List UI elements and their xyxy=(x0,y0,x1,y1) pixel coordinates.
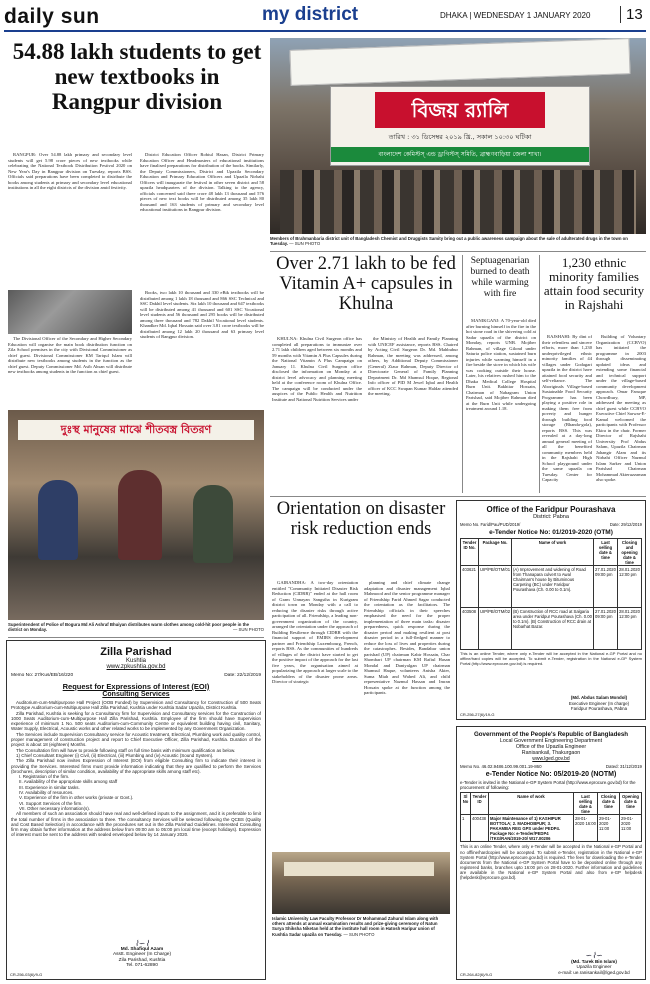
rally-top-banner xyxy=(289,38,630,86)
rally-banner xyxy=(330,86,590,166)
zila-signer-title: Asstt. Engineer (In Charge) xyxy=(112,952,172,958)
zila-place: Kushtia xyxy=(125,658,146,664)
faridpur-signer: (Md. Abdus Salam Mondol) xyxy=(570,695,628,701)
lged-code: CR-264-82(6)/9-G xyxy=(460,972,493,977)
clothes-caption: Superintendent of Police of Bogura Md Ali Ashraf Bhuiyan distributes warm clothes among cold-hit poor people in the district on Monday. — SUN PHOTO xyxy=(8,622,264,633)
divider xyxy=(270,251,646,252)
table-cell: 28.01.2020 12:00 pm xyxy=(618,566,642,608)
faridpur-signer-office: Faridpur Pourashava, Pabna xyxy=(570,705,628,711)
ad-zilla-parishad xyxy=(6,640,266,980)
islamic-photo xyxy=(272,852,450,914)
rally-banner-org: বাংলাদেশ কেমিস্টস্ এন্ড ড্রাগিস্টস্ সমিতি, ব্রাহ্মণবাড়িয়া জেলা শাখা। xyxy=(331,147,589,162)
table-header: Tender ID xyxy=(471,793,489,815)
page-number: 13 xyxy=(620,6,643,23)
table-header: Name of work xyxy=(489,793,574,815)
table-cell: 29-01-2020 11:00 xyxy=(620,815,642,842)
table-cell: (B) Construction of RCC road at Salgaria area under Faridpur Pourashava (Ch. 0.00 to 0.1m). (B) Construction of RCC drain at Nobarhat Bazar. xyxy=(512,608,594,650)
lead-col-1: RANGPUR: Over 54.88 lakh primary and secondary level students will get 5.98 crore pieces of new textbooks while celebrating the National Textbook Distribution Festival 2020 on New Year's Day in Rangpur division on Tuesday, reports BSS. Officials said preparations have been completed to distribute the books among students at primary and secondary level educational institutions in all the eight districts of the division amid festivity. xyxy=(8,152,132,190)
zila-criterion: III. Experience in similar tasks. xyxy=(19,784,80,790)
figure-shape xyxy=(193,485,233,563)
table-cell: 29-01-2020 11:00 xyxy=(598,815,620,842)
zila-signature xyxy=(97,941,187,969)
faridpur-signer-title: Executive Engineer (In charge) xyxy=(568,700,630,706)
zila-body: The Services include Supervision Consultancy service for Acoustic treatment, Electrical, Plumbing work and quality control, proper management of construction project and report to Chief Executive Officer, Zilla Parishad, Kushtia. Duration of the project is about 18 (eighteen) Months. xyxy=(11,731,261,748)
lged-line2: Office of the Upazila Engineer xyxy=(515,744,587,750)
table-cell: 27.01.2020 09:00 pm xyxy=(594,608,618,650)
table-cell: 403621 xyxy=(461,566,479,608)
table-cell: UIP/PB/OTM/01 xyxy=(479,566,512,608)
vitamin-col-2: the Ministry of Health and Family Planning with UNICEF assistance, reports BSS. Chaired by Acting Civil Surgeon Dr. Md. Mahbubur Rahman, the meeting was addressed, among others, by Additional Deputy Commissioner (General) Ziaur Rahman, Deputy Director of Directorate General of Family Planning Department Dr. Md Shamsul Hoque, Regional Info officer of PID M Jewel Iqbal and Health officer of KCC Swapan Kumar Haldar attended the meeting. xyxy=(368,336,458,396)
islamic-caption: Islamic University Law Faculty Professor Dr Mohammad Zahurul Islam along with others attends at annual examination results and prize-giving ceremony of Natun Surya Shiksha Niketan held at the institute hall room in Hatosh Haripur union of Kushtia Sadar upazila on Tuesday. — SUN PHOTO xyxy=(272,916,439,937)
faridpur-sub: District: Pabna xyxy=(533,514,569,520)
septuagenarian-headline: Septuagenarian burned to death while warming with fire xyxy=(470,256,530,299)
rally-banner-date: তারিখ : ৩১ ডিসেম্বর ২০১৯ খ্রি., সকাল ১০:৩০ ঘটিকা xyxy=(388,133,532,141)
zila-criterion: V. Experience of the firm in other works (private or Govt.). xyxy=(19,795,134,801)
lged-date: Dated: 31/12/2019 xyxy=(605,764,642,769)
ethnic-col-2: Building of Voluntary Organization (CCBVO) has initiated the programme in 2003 through disseminating updated ideas and extending some financial and technical support under the village-based community development approach. Omar Faruque Chowdhury, MP, addressed the meeting as chief guest while CCBVO Executive Chief Sarwar-E-Kamal welcomed the participants with Professor Ekira in the chair. Former Director of Rajshahi University Prof Abdus Salam, Upazila Chairman Jahangir Alam and its Nirbahi Officer Nazmul Islam Sarker and Union Parishad Chairman Mohammad Akteruzzaman also spoke. xyxy=(596,334,646,482)
zila-criterion: VI. Support Services of the firm. xyxy=(19,800,83,806)
figure-shape xyxy=(118,470,162,560)
lged-table xyxy=(460,792,642,842)
lged-signer-email: e-mail: ue.ranisankail@lged.gov.bd xyxy=(558,969,630,975)
table-cell: (A) Improvement and widening of Road from Thanapara culvert to Awal Chairman's house by Bituminous Carpeting (BC) under Faridpur Pourashava (Ch. 0.00 to 0.1m). xyxy=(512,566,594,608)
divider xyxy=(539,255,540,493)
zila-body: The Zilla Parishad now invites Expression of Interest (EOI) from eligible Consulting firm to indicate their interest in providing the Services. Interested firms must provide information indicating that they are qualified to perform the Services (brochures, description of similar condition, availability of the appropriate skills among staff etc). xyxy=(11,758,261,774)
divider xyxy=(462,255,463,493)
zila-signer: Md. Shafiqul Azam xyxy=(120,946,164,952)
zila-signer-office: Zila Parishad, Kushtia xyxy=(118,957,166,963)
rally-caption: Members of Brahmanbaria district unit of Bangladesh Chemist and Druggists Samity bring out a public awareness campaign about the sale of adulterated drugs in the town on Tuesday. — SUN PHOTO xyxy=(270,236,628,247)
ad-faridpur xyxy=(456,500,646,720)
lead-col-3: The Divisional Officer of the Secondary and Higher Secondary Education will organise the main book distribution function on Zila School premises in the city with Divisional Commissioner as chief guest. Divisional Commissioner KM Tariqul Islam will distribute new textbooks among students in the function as the chief guest. Deputy Commissioner Md. Asib Ahsan will distribute new textbooks among students in the function as chief guest. xyxy=(8,336,132,374)
lged-title: Government of the People's Republic of Bangladesh xyxy=(473,731,629,738)
faridpur-title: Office of the Faridpur Pourashava xyxy=(486,505,616,514)
faridpur-memo: Memo No. Farid/Pau/PUD/2019/ xyxy=(460,522,521,527)
faridpur-date: Date: 29/12/2019 xyxy=(609,522,642,527)
lead-col-2: District Education Officer Robiul Hasan, District Primary Education Officer and Headmasters of educational institutions have finalised preparations for distribution of the books. Similarly, the Deputy Commissioners, District and Upazila Secondary Education and Primary Education Officers and Upazila Nirbahi Officers will inaugurate the festival in other seven district and 58 upazila headquarters of the division. Talking to the agency, officials concerned said three crore 48 lakh 13 thousand and 576 pieces of new text books will be distributed among 35 lakh 80 thousand and 163 students of primary and secondary level educational institutions in Rangpur division. xyxy=(140,152,264,212)
table-header: Last selling date & time xyxy=(594,539,618,566)
zila-web: www.zpkushtia.gov.bd xyxy=(106,664,166,670)
zila-criterion: I. Registration of the firm. xyxy=(19,774,70,780)
table-row xyxy=(461,815,642,842)
lged-signature xyxy=(549,953,639,975)
signature-mark: ∽⌇∽ xyxy=(585,951,603,961)
zila-memo: Memo No: 27/Kus/EB/16/220 xyxy=(11,673,74,678)
dateline: DHAKA | WEDNESDAY 1 JANUARY 2020 xyxy=(440,11,591,20)
faridpur-code: CR-256-27(6)/19-G xyxy=(460,712,495,717)
zila-item: 1) Chief Consultant Engineer (i) Civil, (ii) Electrical, (iii) Plumbing and (iv) Acoustic (Sound System). xyxy=(16,752,214,758)
table-header: Tender ID No. xyxy=(461,539,479,566)
signature-mark: ⌇∽⌇ xyxy=(134,939,150,949)
table-header: Last selling date & time xyxy=(574,793,598,815)
table-cell: 28-01-2020 16:00 xyxy=(574,815,598,842)
zila-title: Zilla Parishad xyxy=(100,646,172,658)
zila-criterion: VII. Other necessary information(s). xyxy=(19,805,91,811)
faridpur-signature xyxy=(559,695,639,711)
lged-memo: Memo No. 46.02.9486.100.99.001.19-860 xyxy=(460,764,542,769)
zila-date: Date: 22/12/2019 xyxy=(224,673,261,678)
table-row xyxy=(461,608,642,650)
zila-signer-phone: Tel. 071-62890 xyxy=(126,963,158,969)
septuagenarian-body: MANIKGANJ: A 70-year-old died after burning himself in the fire in the hot stone road in the shivering cold at Sadar upazila of the district on Monday, reports UNB. Mojiber Rahman, of village Gilond under Saturia police station, sustained burn injuries while warming himself in a fire beside the stove in which his wife was cooking outside their house. Later, his relatives rushed him to the Dhaka Medical College Hospital Burn Unit. Bakhtiar Hossain, Chairman of Nabagram Union Parishad, said Mojiber Rahman died at the Burn Unit while undergoing treatment around 1.18. xyxy=(466,318,536,411)
zila-body: Zilla Parishad, Kushtia is seeking for a Consultancy firm for Supervision and Consultancy services for the Construction of 1000 Seats Auditorium-cum-Multipurpose Hall Zilla Parishad, Kushtia. Employee of the firm should have Supervision experience of minimum 1 No. 500 seats Auditorium-cum-Community Centre or equivalent building having civil, Sanitary, Water Supply, Electrical, Acoustic works and other related works to be implemented by any Government Organization. xyxy=(11,710,261,732)
zila-criterion: IV. Availability of resources. xyxy=(19,790,74,796)
zila-body: Auditorium-cum-Multipurpose Hall Project (OOB Funded) by Supervision and Consultancy for Construction of 500 Seats Prototype Auditorium-cum-Multipurpose Hall Zilla Parishad, Kushtia under Kushtia Sadar Upazila, District Kushtia. xyxy=(11,700,261,711)
table-cell: UIP/PB/OTM/02 xyxy=(479,608,512,650)
divider xyxy=(8,637,264,638)
lged-web: www.lged.gov.bd xyxy=(532,756,570,762)
table-header: Sl No xyxy=(461,793,471,815)
crowd xyxy=(280,170,636,234)
stage-banner xyxy=(284,862,434,876)
ad-lged xyxy=(456,726,646,980)
divider xyxy=(270,496,646,497)
clothes-photo xyxy=(8,410,264,620)
lged-signer-title: Upazila Engineer xyxy=(576,964,612,970)
lged-heading: e-Tender Notice No: 05/2019-20 (NOTM) xyxy=(485,771,617,778)
table-cell: 1 xyxy=(461,815,471,842)
rally-banner-title: বিজয় র‍্যালি xyxy=(375,92,545,128)
table-header: Opening date & time xyxy=(620,793,642,815)
ethnic-headline: 1,230 ethnic minority families attain food security in Rajshahi xyxy=(543,255,645,312)
zila-body: All members of such an association should have real and well-defined inputs to the assignment, and it is preferable to limit the total number of firms in the association to three. The consultancy Services will be selected following the QCBS (Quality and Cost Based Selection) in accordance with the procedures set out in the Zilla Parishad Guidelines. Interested Consulting firm may obtain further information at the address below from 09:00 am to 05:00 pm local time (except holidays). Expression of interest must be sent to the address with sealed enveloped below by 14 January 2020. xyxy=(11,811,261,838)
table-cell: 28.01.2020 12:00 pm xyxy=(618,608,642,650)
faridpur-table xyxy=(460,538,642,650)
table-header: Package No. xyxy=(479,539,512,566)
table-header: Closing date & time xyxy=(598,793,620,815)
orientation-headline: Orientation on disaster risk reduction ends xyxy=(276,499,446,539)
table-row xyxy=(461,566,642,608)
figure-shape xyxy=(38,480,78,560)
table-header: Name of work xyxy=(512,539,594,566)
vitamin-col-1: KHULNA: Khulna Civil Surgeon office has completed all preparations to immunize over 2.71 lakh children aged between six months and 59 months with Vitamin A Plus Capsules during the National Vitamin A Plus Campaign on January 11. Khulna Civil Surgeon office disclosed the information on Monday at a district level advocacy and planning meeting held at the conference room of Khulna Office. The campaign will be conducted under the auspices of the Public Health and Nutrition Institute and National Nutrition Services under xyxy=(272,336,362,402)
zila-heading: Request for Expressions of Interest (EOI) xyxy=(62,682,210,691)
lged-line3: Ranisankail, Thakurgaon xyxy=(521,750,581,756)
zila-code: CR-256-03(6)/9-G xyxy=(10,972,43,977)
lged-footer: This is an online Tender, where only e-Tender will be accepted in the National e-GP Portal and no offline/hardcopies will be accepted. To submit e-Tender, registration in the National e-GP System Portal (http://www.eprocure.gov.bd) is required. The fees for downloading the e-Tender documents from the National e-GP System Portal have to be deposited online through any registered banks, branches upto 16:00 pm on 28-01-2020. Further information and guidelines are available in the National e-GP System Portal and also from e-GP helpdesk (helpdesk@eprocure.gov.bd). xyxy=(460,844,642,880)
rally-photo xyxy=(270,38,646,234)
zila-criterion: II. Availability of the appropriate skills among staff xyxy=(19,779,118,785)
paper-name: daily sun xyxy=(4,5,100,28)
zila-sub: Consulting Services xyxy=(102,691,170,698)
orientation-col-2: planning and chief climate change adaptation and disaster management Iqbal Mahmood and the senior programme manager of Friendship Farid Ahmed Sagar conducted the orientation as the facilitators. The Friendship officials in their speeches emphasised the need for the proper implementation of three main tasks: disaster preparedness, quick response during the disaster period and making resilient at post disaster period in a full-fledged manner to reduce the loss of lives and properties during the catastrophes. Besides, Bandabar union parishad (UP) chairman Kabir Hossain, Char Shombari UP chairman KM Rafiul Hasan Mondal and Daniyalgan UP chairman Shamsul Haque, volunteers Anisha Akter, Suma Miah and Wahed Ali, and child representative Nazmul Hassan and Imran Hossain spoke at the function among the participants. xyxy=(364,580,450,695)
table-header: Closing and opening date & time xyxy=(618,539,642,566)
vitamin-headline: Over 2.71 lakh to be fed Vitamin A+ capsules in Khulna xyxy=(276,254,456,314)
orientation-col-1: GAIBANDHA: A two-day orientation entitled "Community Initiated Disaster Risk Reduction (CIDRR)" ended at the hall room of Gram Unnayan Sangstha in Kurigram district town on Monday with a call to reducing the disaster risks through active participation of all. Friendship, a leading non-government organization of the country, arranged the orientation under the approach of Building Resilience through CIDRR with the financial support of EMIRS development partner and Friendship Luxembourg, French, reports BSS. As the communities of hundreds of villages of the district have started to get the positive impact of the approach for the last five years, the organisation aimed at popularizing the approach at larger scale to the stakeholders of the disaster prone areas. Director of strategic xyxy=(272,580,358,684)
clothes-banner: দুঃস্থ মানুষের মাঝে শীতবস্ত্র বিতরণ xyxy=(18,420,254,440)
lead-photo xyxy=(8,290,132,334)
lead-col-4: Books, two lakh 10 thousand and 330 eBtk textbooks will be distributed among 1 lakh 18 thousand and 866 SSC Technical and SSC Dakhil level students. Six lakh 10 thousand and 647 textbooks will be distributed among 41 thousand and 601 SSC Vocational level students and 56 thousand and 295 books will be distributed among three thousand and 782 Dakhil Vocational level students. Khandker Md. Iqbal Hossain said over 3.81 crore textbooks will be distributed among 12 lakh 20 thousand and 63 primary level students of Rangpur division. xyxy=(140,290,264,339)
faridpur-footer: This is an online Tender, where only e-Tender will be accepted in the National e-GP Portal and no offline/hard copies will be accepted. To submit e-Tender, registration in the National e-GP System Portal (http://www.eprocure.gov.bd) is required. xyxy=(460,652,642,666)
table-cell: 403508 xyxy=(461,608,479,650)
ethnic-col-1: RAJSHAHI: By dint of their relentless and sincere efforts, more than 1,230 underprivileged ethnic minority families of 44 villages under Godagari upazila in the district have attained food security and self-reliance. The Aboriginals Village-based Sustainable Food Security Programme has been playing a positive role in making them free from poverty and hunger through building food storage (Bhanda-gola), reports BSS. This was revealed at a day-long annual general meeting of all the benefited community members held in the Rajshahi High School playground under the same upazila on Tuesday. Center for Capacity xyxy=(542,334,592,482)
table-cell: Major Maintenance of 1) KASHIPUR BOTTOLA; 2. MADHOBPUR; 3. PAKAMBA REG GPS under PEDP4. Package No: e-Tender/PEDP4 /TKG/RAN/2019-20/ W17.00206 xyxy=(489,815,574,842)
lged-signer: (Md. Tarek Bin Islam) xyxy=(571,958,617,964)
table-cell: 400438 xyxy=(471,815,489,842)
masthead xyxy=(0,0,650,36)
section-name: my district xyxy=(262,4,359,25)
lged-line1: Local Government Engineering Department xyxy=(499,738,603,744)
zila-body: The Consultation firm will have to provide following staff on full time basis with minimum qualification as below. xyxy=(16,747,236,753)
faridpur-heading: e-Tender Notice No: 01/2019-2020 (OTM) xyxy=(489,529,613,536)
masthead-rule xyxy=(4,30,646,32)
lead-headline: 54.88 lakh students to get new textbooks in Rangpur division xyxy=(12,39,262,114)
lged-intro: e-Tender is invited in the National e-GP System Portal (http://www.eprocure.gov.bd) for the procurement of following: xyxy=(460,780,636,791)
table-cell: 27.01.2020 09:00 pm xyxy=(594,566,618,608)
